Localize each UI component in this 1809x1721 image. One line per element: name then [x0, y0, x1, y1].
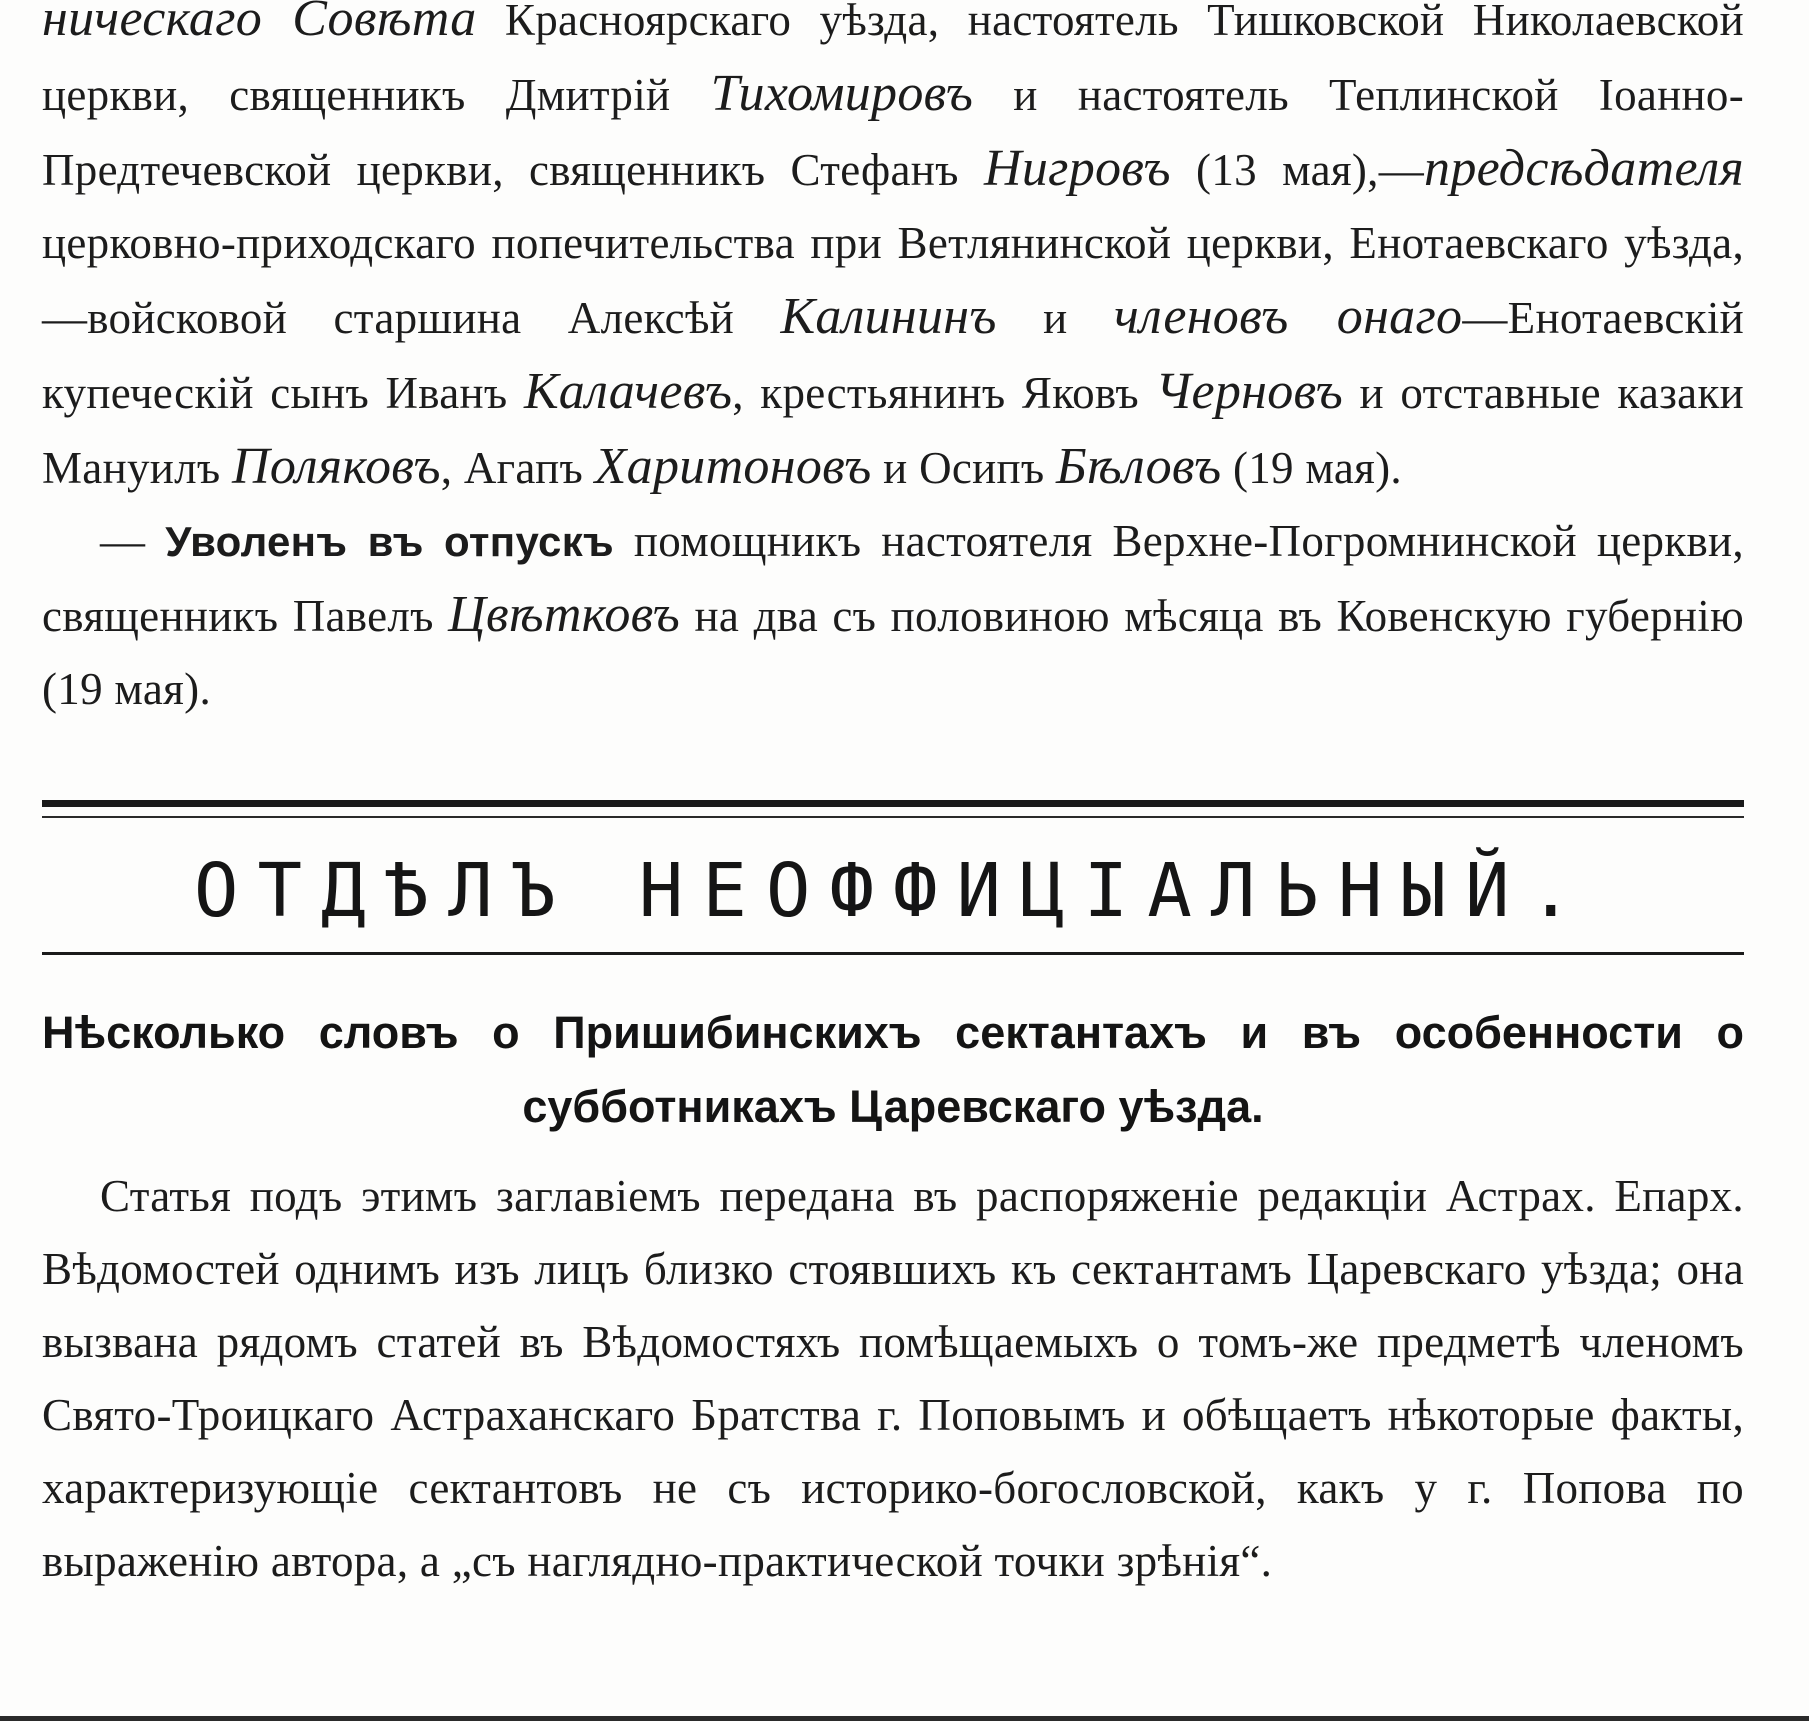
section-heading: ОТДѢЛЪ НЕОФФИЦІАЛЬНЫЙ.	[193, 848, 1593, 934]
surname-tsvetkov: Цвѣтковъ	[448, 586, 681, 643]
italic-fragment: предсѣдателя	[1424, 140, 1744, 197]
bold-heading-leave: Уволенъ въ отпускъ	[165, 518, 614, 565]
italic-fragment: членовъ онаго	[1113, 288, 1463, 345]
article-title	[42, 996, 1744, 1144]
article-paragraph: Статья подъ этимъ заглавіемъ передана въ распоряженіе редакціи Астрах. Епарх. Вѣдомостей однимъ изъ лицъ близко стоявшихъ къ сектантамъ Царевскаго уѣзда; она вызвана рядомъ статей въ Вѣдомостяхъ помѣщаемыхъ о томъ-же предметѣ членомъ Свято-Троицкаго Астраханскаго Братства г. Поповымъ и обѣщаетъ нѣкоторые факты, характеризующіе сектантовъ не съ историко-богословской, какъ у г. Попова по выраженію автора, а „съ наглядно-практической точки зрѣнія“.	[42, 1171, 1744, 1586]
section-rule	[42, 952, 1744, 955]
surname-chernov: Черновъ	[1155, 363, 1344, 420]
text-run: и настоятель Теплинской Іоанно-Предтечевской церкви, священникъ Стефанъ	[42, 70, 1745, 195]
double-rule-thin	[42, 816, 1744, 818]
italic-fragment: ническаго Совѣта	[42, 0, 477, 47]
text-run: на два съ половиною мѣсяца въ Ковенскую губернію (19 мая).	[42, 591, 1744, 714]
paragraph-appointments	[42, 0, 1744, 505]
text-run: —Енотаевскій купеческій сынъ Иванъ	[42, 293, 1745, 418]
text-run: церковно-приходскаго попечительства при Ветлянинской церкви, Енотаевскаго уѣзда,—войсковой старшина Алексѣй	[42, 218, 1744, 343]
surname-kalachev: Калачевъ	[523, 363, 733, 420]
dash: —	[100, 516, 166, 566]
surname-belov: Бѣловъ	[1056, 438, 1222, 495]
surname-tikhomirov: Тихомировъ	[710, 65, 974, 122]
text-run: Красноярскаго уѣзда, настоятель Тишковской Николаевской церкви, священникъ Дмитрій	[42, 0, 1744, 120]
surname-kharitonov: Харитоновъ	[594, 438, 872, 495]
surname-polyakov: Поляковъ	[232, 438, 441, 495]
article-title-line-1: Нѣсколько словъ о Пришибинскихъ сектантахъ и въ особенности о	[42, 1007, 1744, 1058]
text-run: , крестьянинъ Яковъ	[732, 368, 1156, 418]
text-run: и отставные казаки Мануилъ	[42, 368, 1744, 493]
surname-nigrov: Нигровъ	[983, 140, 1171, 197]
text-run: и Осипъ	[871, 443, 1057, 493]
page-bottom-edge	[0, 1716, 1809, 1721]
text-run: и	[996, 293, 1114, 343]
text-run: , Агапъ	[440, 443, 595, 493]
surname-kalinin: Калининъ	[780, 288, 997, 345]
upper-text-block	[42, 0, 1744, 726]
text-run: (13 мая),—	[1170, 145, 1425, 195]
paragraph-leave	[42, 505, 1744, 726]
article-body	[42, 1160, 1744, 1598]
text-run: (19 мая).	[1221, 443, 1402, 493]
text-run: помощникъ настоятеля Верхне-Погромнинской церкви, священникъ Павелъ	[42, 516, 1744, 641]
double-rule-thick	[42, 800, 1744, 807]
article-title-line-2: субботникахъ Царевскаго уѣзда.	[522, 1081, 1264, 1132]
